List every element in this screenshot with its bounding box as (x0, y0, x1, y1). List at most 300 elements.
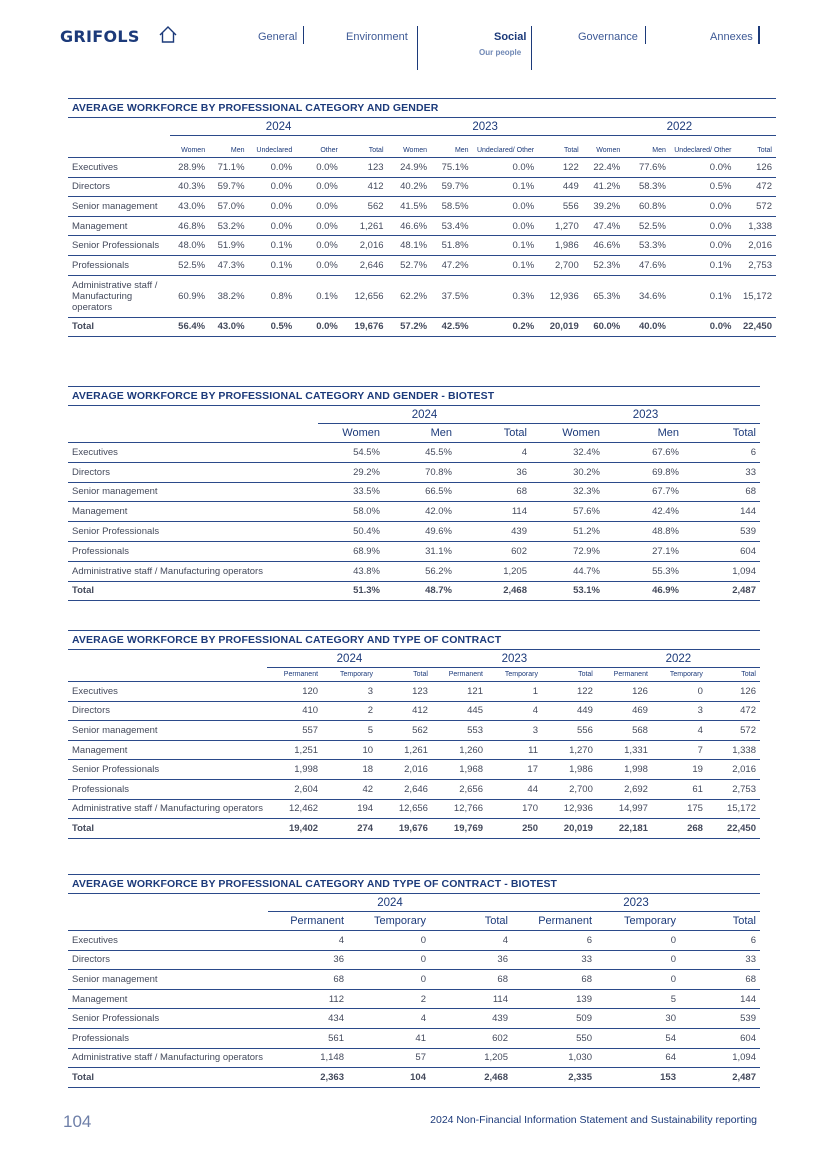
table-cell: 0.0% (670, 236, 736, 256)
table-cell: 46.6% (583, 236, 625, 256)
table4-year: 2023 (512, 894, 760, 912)
total-row (68, 819, 760, 839)
table-cell: 2,753 (707, 779, 760, 799)
row-label: Professionals (68, 541, 318, 561)
table-cell: 139 (512, 989, 596, 1009)
table3-col-headers (68, 668, 760, 682)
table1-year: 2023 (388, 118, 583, 136)
table2-title: AVERAGE WORKFORCE BY PROFESSIONAL CATEGORY AND GENDER - BIOTEST (68, 386, 760, 406)
table-cell: 52.3% (583, 255, 625, 275)
table-cell: 175 (652, 799, 707, 819)
col-header: Women (403, 147, 428, 154)
table-cell: 47.4% (583, 216, 625, 236)
table-cell: 51.8% (431, 236, 473, 256)
table-cell: 68 (268, 970, 348, 990)
table-cell: 2,700 (538, 255, 583, 275)
table-cell: 170 (487, 799, 542, 819)
table-cell: 77.6% (624, 158, 670, 178)
nav-annexes[interactable]: Annexes (710, 31, 753, 43)
table-cell: 0.0% (296, 216, 342, 236)
table-row (68, 462, 760, 482)
table-cell: 449 (542, 701, 597, 721)
table-cell: 2,692 (597, 779, 652, 799)
table-cell: 0 (348, 950, 430, 970)
row-label: Professionals (68, 779, 267, 799)
table-cell: 43.0% (170, 197, 209, 217)
table1-year: 2024 (170, 118, 388, 136)
row-label: Senior management (68, 197, 170, 217)
table-cell: 1,094 (683, 561, 760, 581)
table-cell: 42 (322, 779, 377, 799)
col-header: Temporary (374, 915, 426, 927)
table-cell: 45.5% (384, 443, 456, 463)
table-cell: 445 (432, 701, 487, 721)
table-cell: 114 (430, 989, 512, 1009)
table-cell: 1,270 (538, 216, 583, 236)
table-cell: 122 (542, 682, 597, 702)
table-cell: 51.9% (209, 236, 248, 256)
table-cell: 32.4% (531, 443, 604, 463)
table-cell: 12,936 (538, 275, 583, 317)
table-cell: 53.1% (531, 581, 604, 601)
table-cell: 68.9% (318, 541, 384, 561)
home-icon[interactable] (158, 25, 178, 45)
table-cell: 0.1% (670, 275, 736, 317)
table-cell: 36 (430, 950, 512, 970)
row-label: Total (68, 581, 318, 601)
col-header: Permanent (448, 671, 483, 678)
table-cell: 30.2% (531, 462, 604, 482)
table-cell: 1,260 (432, 740, 487, 760)
table-cell: 20,019 (542, 819, 597, 839)
table-cell: 562 (342, 197, 388, 217)
col-header: Temporary (624, 915, 676, 927)
table-cell: 268 (652, 819, 707, 839)
table-cell: 33 (512, 950, 596, 970)
table-cell: 1,261 (342, 216, 388, 236)
table-cell: 0 (652, 682, 707, 702)
col-header: Temporary (339, 671, 374, 678)
table1-col-headers (68, 136, 776, 158)
table-cell: 42.5% (431, 317, 473, 337)
table-cell: 0.3% (473, 275, 539, 317)
col-header: Total (732, 427, 756, 439)
table-cell: 0.1% (473, 236, 539, 256)
row-label: Directors (68, 177, 170, 197)
table-cell: 126 (597, 682, 652, 702)
table-cell: 120 (267, 682, 322, 702)
table-cell: 2,487 (680, 1068, 760, 1088)
table3-body (68, 682, 760, 839)
table-cell: 1,338 (735, 216, 776, 236)
row-label: Administrative staff / Manufacturing operators (68, 1048, 268, 1068)
table-cell: 114 (456, 502, 531, 522)
table4-year: 2024 (268, 894, 512, 912)
row-label: Executives (68, 158, 170, 178)
row-label: Management (68, 989, 268, 1009)
table-row (68, 522, 760, 542)
table-cell: 71.1% (209, 158, 248, 178)
table-cell: 0 (596, 970, 680, 990)
table1 (68, 118, 776, 337)
table-cell: 0.0% (473, 216, 539, 236)
table-cell: 75.1% (431, 158, 473, 178)
table-row (68, 721, 760, 741)
table-cell: 2,487 (683, 581, 760, 601)
table-cell: 1 (487, 682, 542, 702)
table1-year: 2022 (583, 118, 776, 136)
table-cell: 17 (487, 760, 542, 780)
table-cell: 602 (430, 1028, 512, 1048)
table-cell: 104 (348, 1068, 430, 1088)
table-cell: 64 (596, 1048, 680, 1068)
col-header: Total (757, 147, 772, 154)
table-cell: 22.4% (583, 158, 625, 178)
table-cell: 49.6% (384, 522, 456, 542)
table-cell: 47.2% (431, 255, 473, 275)
table-cell: 48.8% (604, 522, 683, 542)
table-cell: 469 (597, 701, 652, 721)
row-label: Management (68, 740, 267, 760)
table-cell: 56.2% (384, 561, 456, 581)
row-label: Professionals (68, 255, 170, 275)
col-header: Undeclared (256, 147, 293, 154)
table-cell: 39.2% (583, 197, 625, 217)
table-cell: 0.5% (249, 317, 297, 337)
table-cell: 33 (680, 950, 760, 970)
table-cell: 67.6% (604, 443, 683, 463)
table-cell: 568 (597, 721, 652, 741)
table-cell: 557 (267, 721, 322, 741)
page-number: 104 (63, 1112, 92, 1131)
row-label: Total (68, 1068, 268, 1088)
table-cell: 48.7% (384, 581, 456, 601)
table-cell: 57.2% (388, 317, 432, 337)
table-cell: 22,450 (707, 819, 760, 839)
table-cell: 439 (430, 1009, 512, 1029)
grifols-logo[interactable]: GRIFOLS (60, 27, 140, 46)
table-cell: 42.4% (604, 502, 683, 522)
col-header: Temporary (669, 671, 703, 678)
table-cell: 439 (456, 522, 531, 542)
table-cell: 126 (707, 682, 760, 702)
table-cell: 68 (456, 482, 531, 502)
row-label: Directors (68, 462, 318, 482)
table-cell: 2,656 (432, 779, 487, 799)
nav-general[interactable]: General (258, 31, 297, 43)
table-cell: 37.5% (431, 275, 473, 317)
table-cell: 561 (268, 1028, 348, 1048)
table-cell: 68 (683, 482, 760, 502)
table-cell: 19,769 (432, 819, 487, 839)
table-cell: 556 (538, 197, 583, 217)
table4-col-headers (68, 912, 760, 931)
row-label: Senior Professionals (68, 236, 170, 256)
table-cell: 11 (487, 740, 542, 760)
table-cell: 1,251 (267, 740, 322, 760)
table-row (68, 177, 776, 197)
table-cell: 41 (348, 1028, 430, 1048)
table-cell: 153 (596, 1068, 680, 1088)
table-cell: 57 (348, 1048, 430, 1068)
col-header: Temporary (504, 671, 538, 678)
table-cell: 0.1% (249, 236, 297, 256)
table-cell: 29.2% (318, 462, 384, 482)
table-cell: 6 (683, 443, 760, 463)
table-cell: 539 (680, 1009, 760, 1029)
table-cell: 43.0% (209, 317, 248, 337)
table-cell: 58.3% (624, 177, 670, 197)
table-cell: 0.0% (296, 317, 342, 337)
table-cell: 22,181 (597, 819, 652, 839)
table-cell: 2,016 (342, 236, 388, 256)
row-label: Administrative staff / Manufacturing operators (68, 561, 318, 581)
table-cell: 509 (512, 1009, 596, 1029)
table-cell: 274 (322, 819, 377, 839)
table-cell: 126 (735, 158, 776, 178)
table-cell: 58.0% (318, 502, 384, 522)
table-cell: 33 (683, 462, 760, 482)
table-cell: 0.0% (296, 158, 342, 178)
row-label: Executives (68, 443, 318, 463)
table-cell: 12,656 (377, 799, 432, 819)
table-cell: 144 (680, 989, 760, 1009)
table-cell: 68 (512, 970, 596, 990)
nav-social-sub: Our people (479, 48, 522, 57)
col-header: Women (562, 427, 600, 439)
table-cell: 144 (683, 502, 760, 522)
table2-col-headers (68, 424, 760, 443)
row-label: Total (68, 819, 267, 839)
table-cell: 61 (652, 779, 707, 799)
table-cell: 0.0% (296, 236, 342, 256)
table-cell: 539 (683, 522, 760, 542)
row-label: Management (68, 502, 318, 522)
table-cell: 10 (322, 740, 377, 760)
col-header: Women (596, 147, 621, 154)
table-cell: 1,261 (377, 740, 432, 760)
table-row (68, 502, 760, 522)
table-cell: 0.1% (670, 255, 736, 275)
table-cell: 604 (680, 1028, 760, 1048)
row-label: Professionals (68, 1028, 268, 1048)
col-header: Permanent (613, 671, 648, 678)
table-cell: 0.0% (473, 197, 539, 217)
table-cell: 60.0% (583, 317, 625, 337)
table-cell: 40.0% (624, 317, 670, 337)
table-cell: 47.3% (209, 255, 248, 275)
table-cell: 52.5% (170, 255, 209, 275)
col-header: Total (563, 147, 579, 154)
col-header: Permanent (290, 915, 344, 927)
table-cell: 54 (596, 1028, 680, 1048)
table-cell: 472 (735, 177, 776, 197)
table-cell: 434 (268, 1009, 348, 1029)
table-cell: 1,968 (432, 760, 487, 780)
table-cell: 30 (596, 1009, 680, 1029)
table-cell: 4 (652, 721, 707, 741)
table-row (68, 255, 776, 275)
table-cell: 0.1% (473, 177, 539, 197)
table-cell: 7 (652, 740, 707, 760)
table-row (68, 443, 760, 463)
col-header: Men (230, 147, 245, 154)
table-cell: 59.7% (209, 177, 248, 197)
table-cell: 28.9% (170, 158, 209, 178)
table-cell: 553 (432, 721, 487, 741)
table2 (68, 406, 760, 601)
table-cell: 3 (652, 701, 707, 721)
table-cell: 1,986 (538, 236, 583, 256)
col-header: Undeclared/ Other (674, 147, 732, 154)
table-cell: 46.6% (388, 216, 432, 236)
col-header: Total (741, 671, 756, 678)
table-cell: 12,656 (342, 275, 388, 317)
table-cell: 2,604 (267, 779, 322, 799)
table-row (68, 482, 760, 502)
table-cell: 54.5% (318, 443, 384, 463)
table-cell: 2,468 (430, 1068, 512, 1088)
table2-year: 2023 (531, 406, 760, 424)
table-row (68, 799, 760, 819)
table-cell: 123 (377, 682, 432, 702)
table-cell: 2,646 (342, 255, 388, 275)
table-cell: 1,998 (597, 760, 652, 780)
table-cell: 19 (652, 760, 707, 780)
table-cell: 66.5% (384, 482, 456, 502)
table-row (68, 275, 776, 317)
table-cell: 572 (735, 197, 776, 217)
col-header: Women (342, 427, 380, 439)
table-cell: 69.8% (604, 462, 683, 482)
table-cell: 72.9% (531, 541, 604, 561)
table-row (68, 682, 760, 702)
row-label: Senior management (68, 482, 318, 502)
table-cell: 112 (268, 989, 348, 1009)
table-cell: 0.0% (670, 317, 736, 337)
table-cell: 1,030 (512, 1048, 596, 1068)
table-cell: 0.2% (473, 317, 539, 337)
table2-section (68, 386, 760, 601)
table-cell: 41.2% (583, 177, 625, 197)
table-cell: 53.2% (209, 216, 248, 236)
table-cell: 572 (707, 721, 760, 741)
nav-governance[interactable]: Governance (578, 31, 638, 43)
table-cell: 2,016 (735, 236, 776, 256)
table-cell: 2 (348, 989, 430, 1009)
table-row (68, 197, 776, 217)
row-label: Executives (68, 931, 268, 951)
row-label: Directors (68, 701, 267, 721)
table-row (68, 216, 776, 236)
table-row (68, 1048, 760, 1068)
table-row (68, 779, 760, 799)
nav-social[interactable]: Social Our people (494, 31, 526, 43)
table-cell: 194 (322, 799, 377, 819)
table-row (68, 931, 760, 951)
table-cell: 31.1% (384, 541, 456, 561)
table-cell: 2,016 (377, 760, 432, 780)
table-cell: 0 (348, 931, 430, 951)
table-cell: 48.0% (170, 236, 209, 256)
table-cell: 0.5% (670, 177, 736, 197)
table-cell: 4 (430, 931, 512, 951)
table-row (68, 701, 760, 721)
table-cell: 1,331 (597, 740, 652, 760)
table2-year: 2024 (318, 406, 531, 424)
table2-body (68, 443, 760, 601)
table-cell: 122 (538, 158, 583, 178)
table-cell: 1,094 (680, 1048, 760, 1068)
row-label: Senior Professionals (68, 760, 267, 780)
table3-section (68, 630, 760, 839)
table-cell: 46.9% (604, 581, 683, 601)
table-cell: 412 (342, 177, 388, 197)
table-cell: 5 (596, 989, 680, 1009)
table-cell: 34.6% (624, 275, 670, 317)
table-cell: 412 (377, 701, 432, 721)
table4-body (68, 931, 760, 1088)
table-cell: 0.1% (296, 275, 342, 317)
table-row (68, 1009, 760, 1029)
table-cell: 36 (456, 462, 531, 482)
total-row (68, 581, 760, 601)
table-cell: 0 (596, 931, 680, 951)
table-cell: 604 (683, 541, 760, 561)
table-cell: 19,402 (267, 819, 322, 839)
table-cell: 4 (456, 443, 531, 463)
row-label: Senior Professionals (68, 522, 318, 542)
nav-environment[interactable]: Environment (346, 31, 408, 43)
table-cell: 48.1% (388, 236, 432, 256)
table-cell: 0.8% (249, 275, 297, 317)
page-header (0, 0, 825, 80)
table-cell: 2,646 (377, 779, 432, 799)
table-cell: 67.7% (604, 482, 683, 502)
table-cell: 57.6% (531, 502, 604, 522)
table-cell: 0.0% (296, 177, 342, 197)
table-cell: 1,986 (542, 760, 597, 780)
table-row (68, 236, 776, 256)
table-cell: 472 (707, 701, 760, 721)
table-cell: 4 (487, 701, 542, 721)
table3-year: 2022 (597, 650, 760, 668)
row-label: Management (68, 216, 170, 236)
col-header: Men (652, 147, 666, 154)
row-label: Senior management (68, 970, 268, 990)
table-cell: 60.9% (170, 275, 209, 317)
col-header: Men (430, 427, 452, 439)
table-cell: 1,998 (267, 760, 322, 780)
table-row (68, 970, 760, 990)
table-cell: 4 (268, 931, 348, 951)
table-row (68, 760, 760, 780)
table-cell: 51.2% (531, 522, 604, 542)
table-cell: 70.8% (384, 462, 456, 482)
table-cell: 68 (680, 970, 760, 990)
table-cell: 40.2% (388, 177, 432, 197)
table-cell: 15,172 (707, 799, 760, 819)
table-cell: 550 (512, 1028, 596, 1048)
table-cell: 57.0% (209, 197, 248, 217)
table4-section (68, 874, 760, 1088)
table-cell: 0.0% (249, 197, 297, 217)
row-label: Senior management (68, 721, 267, 741)
col-header: Total (368, 147, 384, 154)
table-cell: 56.4% (170, 317, 209, 337)
table-cell: 1,338 (707, 740, 760, 760)
table-row (68, 989, 760, 1009)
